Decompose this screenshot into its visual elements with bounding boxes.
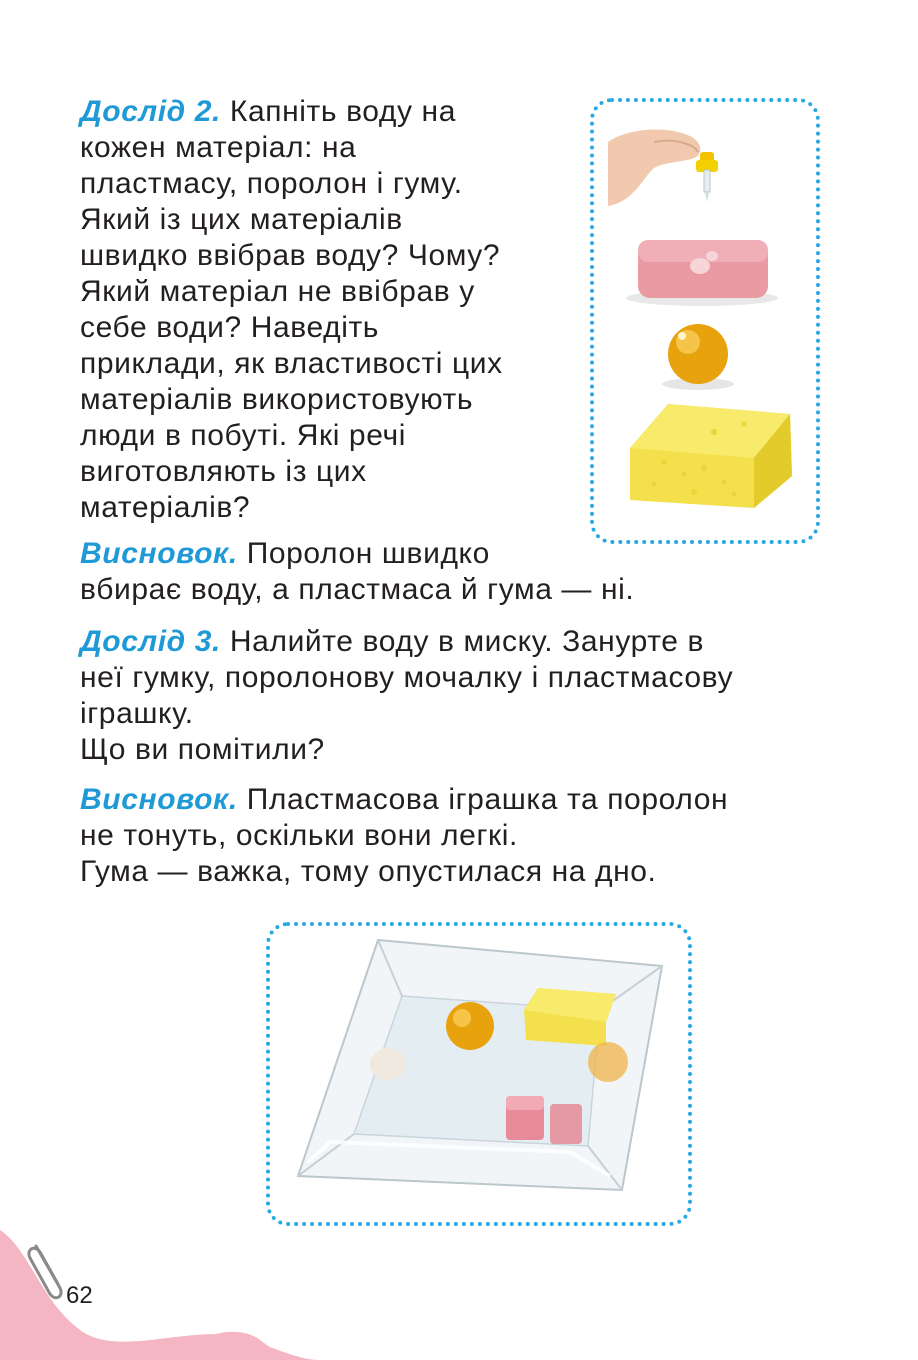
floating-ball-image bbox=[446, 1002, 494, 1050]
text-line: Пластмасова іграшка та поролон bbox=[246, 783, 729, 816]
text-line: матеріалів використовують bbox=[80, 383, 474, 416]
text-line: вбирає воду, а пластмаса й гума — ні. bbox=[80, 573, 635, 606]
text-line: Капніть воду на bbox=[229, 95, 456, 128]
text-line: іграшку. bbox=[80, 697, 194, 730]
plastic-toy-image bbox=[370, 1048, 406, 1080]
experiment-3-label: Дослід 3. bbox=[80, 625, 221, 658]
text-line: приклади, як властивості цих bbox=[80, 347, 503, 380]
page-number: 62 bbox=[66, 1282, 93, 1309]
conclusion-2-paragraph bbox=[80, 536, 634, 608]
text-line: не тонуть, оскільки вони легкі. bbox=[80, 819, 518, 852]
materials-illustration bbox=[594, 102, 816, 540]
floating-sponge-image bbox=[524, 988, 616, 1046]
text-line: кожен матеріал: на bbox=[80, 131, 357, 164]
text-line: Який матеріал не ввібрав у bbox=[80, 275, 475, 308]
materials-illustration-frame bbox=[590, 98, 820, 544]
hand-with-dropper-image bbox=[608, 129, 718, 206]
yellow-sponge-image bbox=[630, 404, 792, 508]
bowl-illustration-frame bbox=[266, 922, 692, 1226]
conclusion-2-label: Висновок. bbox=[80, 537, 238, 570]
text-line: матеріалів? bbox=[80, 491, 251, 524]
conclusion-3-label: Висновок. bbox=[80, 783, 238, 816]
text-line: Який із цих матеріалів bbox=[80, 203, 403, 236]
glass-bowl-image bbox=[270, 926, 688, 1222]
experiment-2-paragraph bbox=[80, 94, 503, 526]
text-line: Налийте воду в миску. Занурте в bbox=[229, 625, 704, 658]
experiment-2-label: Дослід 2. bbox=[80, 95, 221, 128]
text-line: Що ви помітили? bbox=[80, 733, 325, 766]
text-line: швидко ввібрав воду? Чому? bbox=[80, 239, 501, 272]
text-line: пластмасу, поролон і гуму. bbox=[80, 167, 463, 200]
text-line: неї гумку, поролонову мочалку і пластмасову bbox=[80, 661, 734, 694]
conclusion-3-paragraph bbox=[80, 782, 728, 890]
text-line: виготовляють із цих bbox=[80, 455, 367, 488]
text-line: Гума — важка, тому опустилася на дно. bbox=[80, 855, 657, 888]
text-line: себе води? Наведіть bbox=[80, 311, 380, 344]
yellow-plastic-ball-image bbox=[662, 324, 734, 390]
paperclip-icon bbox=[22, 1236, 72, 1306]
pink-eraser-image bbox=[626, 240, 778, 306]
text-line: Поролон швидко bbox=[246, 537, 490, 570]
experiment-3-paragraph bbox=[80, 624, 733, 768]
text-line: люди в побуті. Які речі bbox=[80, 419, 407, 452]
